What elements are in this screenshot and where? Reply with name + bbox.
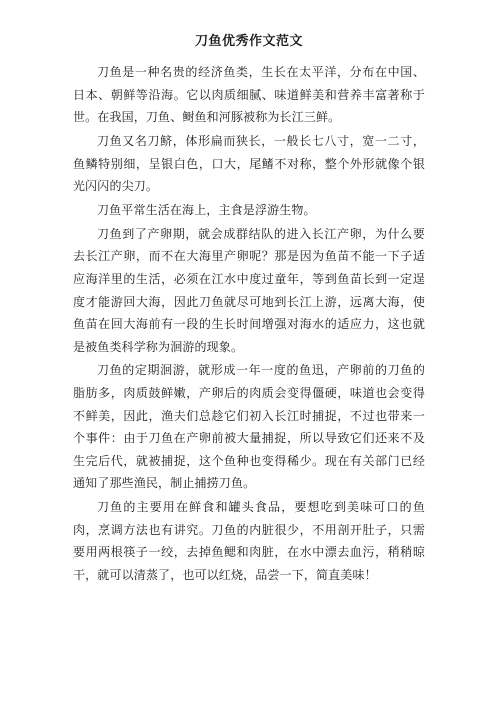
document-page bbox=[73, 34, 425, 588]
paragraph-1: 刀鱼是一种名贵的经济鱼类，生长在太平洋，分布在中国、日本、朝鲜等沿海。它以肉质细腻、味道鲜美和营养丰富著称于世。在我国，刀鱼、鲥鱼和河豚被称为长江三鲜。 bbox=[73, 65, 425, 125]
document-title: 刀鱼优秀作文范文 bbox=[194, 34, 303, 49]
paragraph-5: 刀鱼的定期洄游，就形成一年一度的鱼迅，产卵前的刀鱼的脂肪多，肉质鼓鲜嫩，产卵后的肉质会变得僵硬，味道也会变得不鲜美，因此，渔夫们总趁它们初入长江时捕捉，不过也带来一个事件：由于刀鱼在产卵前被大量捕捉，所以导致它们还来不及生完后代，就被捕捉，这个鱼种也变得稀少。现在有关部门已经通知了那些渔民，制止捕捞刀鱼。 bbox=[73, 363, 425, 491]
paragraph-6: 刀鱼的主要用在鲜食和罐头食品，要想吃到美味可口的鱼肉，烹调方法也有讲究。刀鱼的内脏很少，不用剖开肚子，只需要用两根筷子一绞，去掉鱼鳃和肉脏，在水中漂去血污，稍稍晾干，就可以清蒸了，也可以红烧，品尝一下，简直美味！ bbox=[73, 500, 425, 582]
paragraph-3: 刀鱼平常生活在海上，主食是浮游生物。 bbox=[97, 202, 316, 217]
paragraph-2: 刀鱼又名刀鲚，体形扁而狭长，一般长七八寸，宽一二寸，鱼鳞特别细，呈银白色，口大，尾鳍不对称，整个外形就像个银光闪闪的尖刀。 bbox=[73, 133, 425, 194]
paragraph-4: 刀鱼到了产卵期，就会成群结队的进入长江产卵，为什么要去长江产卵，而不在大海里产卵呢？那是因为鱼苗不能一下子适应海洋里的生活，必须在江水中度过童年，等到鱼苗长到一定逞度才能游回大海，因此刀鱼就尽可地到长江上游，远离大海，使鱼苗在回大海前有一段的生长时间增强对海水的适应力，这也就是被鱼类科学称为洄游的现象。 bbox=[73, 226, 425, 354]
